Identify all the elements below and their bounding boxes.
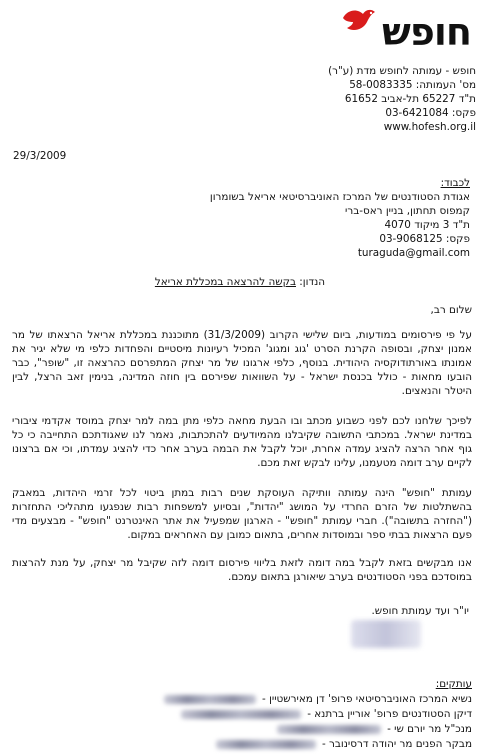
org-registration: מס' העמותה: 58-0083335	[349, 79, 476, 91]
redacted-email	[181, 710, 301, 719]
copy-recipient-name: מנכ"ל מר יורם שי -	[387, 723, 472, 735]
org-name: חופש - עמותה לחופש מדת (ע"ר)	[328, 65, 476, 77]
copies-block	[12, 677, 472, 752]
paragraph-text: עמותת "חופש" הינה עמותה וותיקה העוסקת שנים רבות במתן ביטוי לכל זרמי היהדות, במאבק בהשתלטות של הזרם החרדי על המושג "יהדות", ובסיוע למשפחות רבות שנפגעו מתהליכי התחזרות ("החזרה בתשובה"). חברי עמותת "חופש" - הארגון שמפעיל את אתר האינטרנט "חופש" - מבצעים מדי פעם הרצאות בבתי ספר ובמוסדות אחרים, בתאום כמובן עם האחראים במקום.	[12, 487, 472, 541]
copy-recipient-name: מבקר הפנים מר יהודה דרסינובר -	[321, 738, 472, 750]
subject-text: בקשה להרצאה במכללת אריאל	[154, 276, 296, 288]
subject-prefix: הנדון:	[299, 276, 326, 288]
organization-header	[256, 64, 476, 134]
org-fax: פקס: 03-6421084	[385, 107, 476, 119]
recipient-block	[10, 176, 470, 260]
copy-recipient	[12, 692, 472, 707]
body-paragraph	[12, 556, 472, 584]
body-paragraph	[12, 328, 472, 398]
paragraph-text: לפיכך שלחנו לכם לפני כשבוע מכתב ובו הבעת מחאה כלפי מתן במה למר יצחק במוסד אקדמי ציבורי במדינת ישראל. במכתבי התשובה שקיבלנו מהמיודעים להתכתבות, נאמר לנו שאגודתכם התחייבה כי כל גוף אחר הרצה להציג עמדה אחרת, יוכל לקבל את הבמה בערב אחר כדי להציג עמדתו, וכי אם ברצונו לקיים ערב דומה מטעמנו, עלינו לבקש זאת מכם.	[12, 415, 472, 469]
letter-date: 29/3/2009	[13, 150, 67, 162]
signature-line: יו"ר ועד עמותת חופש.	[371, 605, 469, 617]
greeting: שלום רב,	[430, 304, 472, 316]
paragraph-text: אנו מבקשים בזאת לקבל במה דומה לזאת בליווי פירסום דומה לזה שקיבל מר יצחק, על מנת להרצות במוסדכם בפני הסטודנטים בערב שיאורגן בתאום עמכם.	[12, 557, 472, 583]
org-address: ת"ד 65227 תל-אביב 61652	[344, 93, 476, 105]
copy-recipient-name: דיקן הסטודנטים פרופ' אוריין ברתנא -	[307, 708, 472, 720]
copy-recipient	[12, 722, 472, 737]
recipient-pobox: ת"ד 3 מיקוד 4070	[384, 219, 470, 231]
copy-recipient-name: נשיא המרכז האוניברסיטאי פרופ' דן מאירשטיין -	[262, 693, 472, 705]
redacted-email	[164, 695, 256, 704]
body-paragraph	[12, 414, 472, 470]
org-website: www.hofesh.org.il	[383, 121, 476, 133]
redacted-email	[216, 740, 316, 749]
blurred-signature-image	[351, 620, 421, 648]
copies-label: עותקים:	[435, 678, 472, 690]
recipient-email: turaguda@gmail.com	[357, 247, 470, 259]
redacted-email	[277, 725, 381, 734]
recipient-fax: פקס: 03-9068125	[379, 233, 470, 245]
subject-line	[10, 275, 470, 289]
recipient-campus: קמפוס תחתון, בניין ראס-ברי	[345, 205, 470, 217]
recipient-name: אגודת הסטודנטים של המרכז האוניברסיטאי אריאל בשומרון	[209, 191, 470, 203]
logo-text: חופש	[382, 10, 471, 54]
copy-recipient	[12, 707, 472, 722]
hofesh-logo	[337, 4, 471, 56]
body-paragraph	[12, 486, 472, 542]
recipient-label: לכבוד:	[440, 177, 470, 189]
paragraph-text: על פי פירסומים במודעות, ביום שלישי הקרוב (31/3/2009) מתוכננת במכללת אריאל הרצאתו של מר אמנון יצחק, ובסופה הקרנת הסרט 'גוג ומגוג' המכיל רעיונות מיסטיים והפחדות כלפי מי שלא יגיר את אמונתו באורתודוקסיה היהודית. בנוסף, כלפי ארגונו של מר יצחק המתפרסם כהרצאה זו, "שופר", כבר הובעו מחאות - כולל בכנסת ישראל - על השוואות שפירסם בין חוזה המדינה, בנימין זאב הרצל, לבין היטלר והנאצים.	[12, 329, 473, 397]
dove-icon	[337, 4, 385, 38]
copy-recipient	[12, 737, 472, 752]
